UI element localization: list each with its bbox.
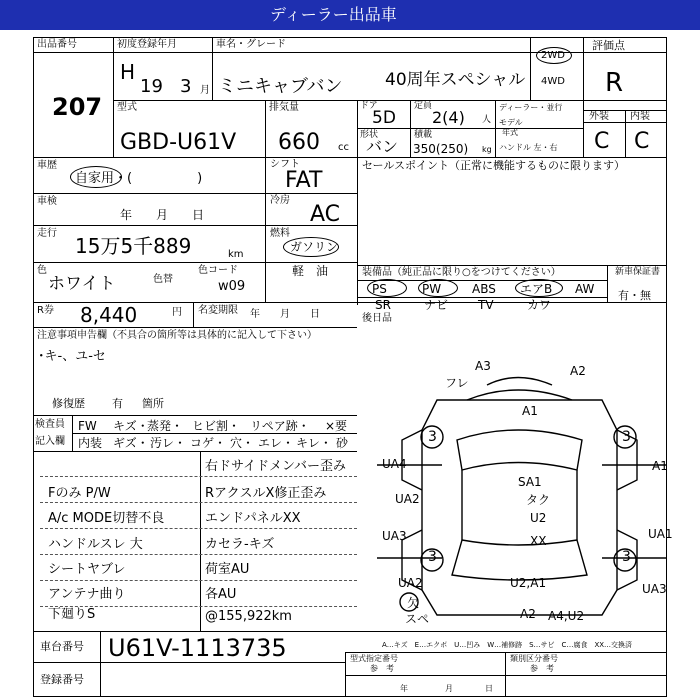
chassis-value: U61V-1113735 (108, 634, 287, 662)
handle-label: ハンドル 左・右 (499, 143, 558, 152)
diagram-label: 3 (622, 549, 631, 565)
recorder-item: 汚レ・ (150, 436, 187, 450)
diagram-label: タク (526, 493, 551, 507)
doors-value: 5D (372, 108, 396, 128)
diagram-label: A2 (570, 364, 586, 378)
shape-value: バン (366, 137, 399, 156)
diagram-label: UA1 (648, 527, 673, 541)
equipment-item: AW (575, 282, 595, 296)
diagram-label: UA3 (382, 529, 407, 543)
diagram-label: A1 (522, 404, 538, 418)
diagram-label: UA2 (398, 576, 423, 590)
diagram-label: 3 (428, 429, 437, 445)
recorder-item: 内装 (78, 436, 103, 450)
recorder-item: コゲ・ (190, 436, 227, 450)
mileage-value: 15万5千889 (75, 234, 192, 258)
recorder-label: 記入欄 (35, 436, 65, 447)
memo-line (40, 528, 357, 529)
chassis-label: 車台番号 (40, 640, 84, 653)
type-label: 型式 (117, 102, 137, 113)
diagram-label: 欠 (407, 596, 420, 610)
equipment-circle (418, 279, 458, 297)
memo-left-item: アンテナ曲り (48, 587, 126, 602)
equipment-item: TV (478, 298, 494, 312)
diagram-label: SA1 (518, 475, 542, 489)
expiry-label: 名変期限 (198, 305, 238, 316)
mileage-label: 走行 (37, 228, 57, 239)
plate-label: 登録番号 (40, 673, 84, 686)
history-label: 車歴 (37, 160, 57, 171)
memo-line (40, 580, 357, 581)
model-grade-label: 車名・グレード (216, 39, 286, 50)
exterior-value: C (594, 129, 610, 154)
equipment-circle (515, 279, 563, 297)
lot-no-value: 207 (52, 93, 103, 121)
4wd-label: 4WD (541, 76, 565, 87)
repair-value: 有 (112, 397, 123, 410)
memo-right-item: 右ドサイドメンバー歪み (205, 459, 347, 474)
fuel-oil: 軽 油 (292, 264, 329, 278)
person-unit: 人 (482, 115, 492, 125)
equipment-item: PW (422, 282, 442, 296)
diagram-label: U2 (530, 511, 547, 525)
inspector-item: 蒸発・ (147, 419, 184, 433)
diagram-label: A2 (520, 607, 536, 621)
door-label: ドア (360, 101, 378, 111)
diagram-label: フレ (445, 376, 469, 390)
ac-label: 冷房 (270, 195, 290, 206)
warranty-label: 新車保証書 (615, 267, 661, 277)
recorder-item: キレ・ (296, 436, 332, 450)
interior-label: 内装 (630, 111, 650, 122)
color-code-label: 色コード (198, 265, 238, 276)
load-label: 積載 (414, 130, 433, 140)
bottom-day: 日 (485, 684, 493, 693)
2wd-label: 2WD (541, 50, 565, 61)
recorder-item: ギズ・ (113, 436, 149, 450)
capacity-value: 2(4) (432, 108, 465, 127)
equipment-item: SR (375, 298, 391, 312)
grade-label: 評価点 (592, 39, 625, 52)
memo-line (40, 476, 357, 477)
diagram-label: UA3 (642, 582, 667, 596)
inspector-label: 検査員 (35, 419, 65, 430)
inspector-item: リペア跡・ (250, 419, 310, 433)
model-label: モデル (499, 118, 523, 127)
inspection-value: 年 月 日 (120, 208, 205, 222)
color-change-label: 色替 (153, 274, 173, 285)
diagram-label: UA4 (382, 457, 407, 471)
recorder-item: エレ・ (258, 436, 295, 450)
diagram-label: U2,A1 (510, 576, 547, 590)
inspector-item: ヒビ割・ (192, 419, 241, 433)
equipment-label: 装備品（純正品に限り○をつけてください） (362, 267, 561, 278)
class-ref: 参 考 (530, 664, 554, 673)
rear-seat-label: 後日品 (362, 313, 392, 324)
diagram-label: A1 (652, 459, 668, 473)
model-name-value: ミニキャブバン (218, 76, 343, 97)
inspection-label: 車検 (37, 196, 57, 207)
color-label: 色 (37, 265, 47, 276)
exterior-label: 外装 (589, 111, 609, 122)
diagram-label: XX (530, 534, 547, 548)
equipment-item: エアB (520, 282, 553, 296)
type-spec-ref: 参 考 (370, 664, 394, 673)
equipment-item: カワ (527, 298, 552, 312)
bottom-month: 月 (445, 684, 453, 693)
shift-value: FAT (285, 168, 323, 193)
first-reg-label: 初度登録年月 (117, 39, 177, 50)
grade-value: R (605, 68, 624, 98)
color-code-value: w09 (218, 279, 246, 294)
history-value: 自家用・( ) (75, 171, 203, 186)
grade-name-value: 40周年スペシャル (385, 70, 526, 90)
sales-point-label: セールスポイント（正常に機能するものに限ります） (362, 159, 626, 172)
inspector-item: キズ・ (113, 419, 149, 433)
type-value: GBD-U61V (120, 130, 237, 155)
equipment-circle (367, 279, 407, 297)
color-value: ホワイト (48, 274, 116, 294)
location-label: 箇所 (142, 397, 164, 410)
ac-value: AC (310, 202, 341, 227)
class-label: 類別区分番号 (510, 654, 558, 663)
equipment-item: PS (372, 282, 387, 296)
recorder-item: 砂 (336, 436, 349, 450)
memo-left-item: A/c MODE切替不良 (48, 511, 165, 526)
era-value: H (120, 60, 136, 84)
shape-label: 形状 (360, 130, 379, 140)
diagram-label: スペ (405, 612, 430, 626)
header-title: ディーラー出品車 (270, 5, 397, 24)
recorder-item: 穴・ (230, 436, 255, 450)
memo-right-item: カセラ-キズ (205, 537, 275, 552)
shift-label: シフト (270, 159, 300, 170)
fuel-gas: ガソリン (290, 240, 339, 254)
note-line-1: ･キ-、ユ-セ (38, 349, 106, 364)
model-year-label: 年式 (502, 128, 518, 137)
inspector-item: FW (78, 419, 97, 433)
equipment-item: ABS (472, 282, 496, 296)
kg-unit: kg (482, 145, 492, 154)
memo-left-item: シートヤブレ (48, 562, 126, 577)
recycle-label: R券 (37, 305, 54, 316)
load-value: 350(250) (413, 142, 469, 156)
repair-label: 修復歴 (52, 397, 85, 410)
diagram-label: 3 (622, 429, 631, 445)
lot-no-label: 出品番号 (37, 39, 77, 50)
recycle-value: 8,440 (80, 303, 138, 327)
diagram-label: A4,U2 (548, 609, 585, 623)
memo-right-item: 荷室AU (205, 562, 250, 577)
damage-legend: A…キズ E…エクボ U…凹み W…補修跡 S…サビ C…腐食 XX…交換済 (382, 641, 633, 649)
equipment-item: ナビ (424, 298, 449, 312)
inspector-item: ×要 (325, 419, 348, 433)
expiry-value: 年 月 日 (250, 309, 320, 320)
dealer-label: ディーラー・並行 (499, 103, 563, 112)
fuel-label: 燃料 (270, 228, 290, 239)
month-unit: 月 (200, 85, 210, 96)
memo-right-item: @155,922km (205, 609, 292, 624)
km-unit: km (228, 249, 244, 260)
diagram-label: A3 (475, 359, 491, 373)
interior-value: C (634, 129, 650, 154)
capacity-label: 定員 (414, 101, 433, 111)
yen-unit: 円 (172, 307, 182, 318)
diagram-label: UA2 (395, 492, 420, 506)
memo-left-item: Fのみ P/W (48, 486, 111, 501)
memo-right-item: エンドパネルXX (205, 511, 301, 526)
memo-line (40, 502, 357, 503)
displacement-label: 排気量 (269, 102, 299, 113)
memo-right-item: RアクスルX修正歪み (205, 486, 327, 501)
displacement-value: 660 (278, 130, 320, 155)
diagram-label: 3 (428, 549, 437, 565)
memo-right-item: 各AU (205, 587, 237, 602)
type-spec-label: 型式指定番号 (350, 654, 398, 663)
notes-label: 注意事項申告欄（不具合の箇所等は具体的に記入して下さい） (37, 330, 317, 341)
memo-left-item: ハンドルスレ 大 (48, 537, 143, 552)
bottom-year: 年 (400, 684, 408, 693)
cc-unit: cc (338, 142, 349, 153)
warranty-value: 有・無 (618, 289, 651, 302)
year-value: 19 (140, 76, 163, 97)
memo-line (40, 554, 357, 555)
memo-left-item: 下廻りS (48, 607, 96, 622)
month-value: 3 (180, 76, 192, 97)
